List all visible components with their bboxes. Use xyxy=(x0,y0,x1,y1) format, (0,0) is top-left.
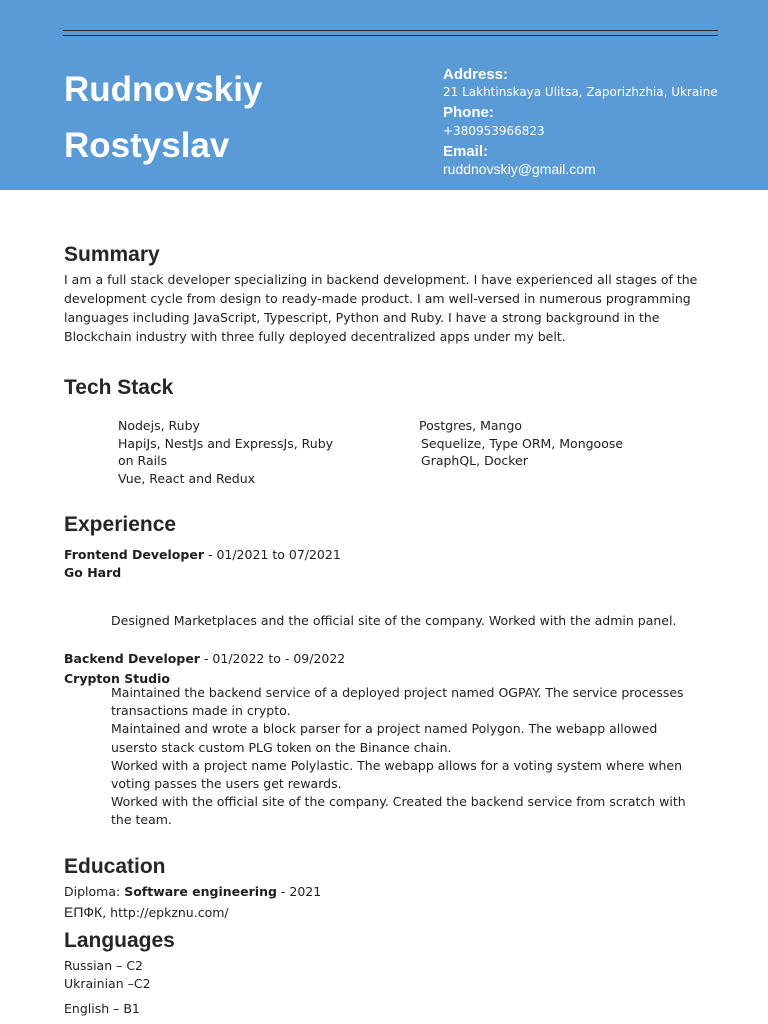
phone-label: Phone: xyxy=(443,104,494,121)
summary-line: I am a full stack developer specializing in backend development. I have experienced all stages of the xyxy=(64,272,698,287)
summary-line: development cycle from design to ready-made product. I am well-versed in numerous programming xyxy=(64,291,691,306)
tech-stack-right-column xyxy=(419,417,623,470)
tech-item: Nodejs, Ruby xyxy=(118,418,200,433)
language-item: Russian – C2 xyxy=(64,958,144,973)
job-1-title: Frontend Developer xyxy=(64,547,204,562)
email-value: ruddnovskiy@gmail.com xyxy=(443,161,596,177)
languages-list xyxy=(64,957,151,993)
graduation-year: - 2021 xyxy=(276,884,322,899)
job-2-title: Backend Developer xyxy=(64,651,200,666)
summary-line: languages including JavaScript, Typescript, Python and Ruby. I have a strong background in the xyxy=(64,310,660,325)
job-2-dates: - 01/2022 to - 09/2022 xyxy=(199,651,346,666)
education-school: ЕПФК, http://epkznu.com/ xyxy=(64,904,229,920)
tech-item: Vue, React and Redux xyxy=(118,470,256,486)
school-url[interactable]: http://epkznu.com/ xyxy=(110,905,229,920)
job-2-line: Maintained the backend service of a deployed project named OGPAY. The service processes xyxy=(111,685,684,700)
address-label: Address: xyxy=(443,66,509,83)
first-name: Rudnovskiy xyxy=(64,70,263,109)
language-item: Ukrainian –C2 xyxy=(64,976,151,991)
job-2-line: Worked with a project name Polylastic. The webapp allows for a voting system where when xyxy=(111,757,683,773)
job-2-line: transactions made in crypto. xyxy=(111,703,291,719)
job-2-title-line xyxy=(64,649,345,668)
education-diploma xyxy=(64,882,321,901)
header-rule-bottom xyxy=(63,35,718,36)
job-1-dates: - 01/2021 to 07/2021 xyxy=(203,547,341,562)
summary-text xyxy=(64,270,697,346)
languages-heading: Languages xyxy=(64,929,175,952)
education-heading: Education xyxy=(64,855,166,878)
school-name: ЕПФК xyxy=(64,904,103,920)
job-2-line: usersto stack custom PLG token on the Binance chain. xyxy=(111,739,452,755)
job-1-title-line xyxy=(64,545,341,564)
job-1-company: Go Hard xyxy=(64,565,122,580)
tech-stack-left-column xyxy=(118,417,333,487)
tech-item: Postgres, Mango xyxy=(419,418,523,433)
job-2-line: Maintained and wrote a block parser for a project named Polygon. The webapp allowed xyxy=(111,721,658,737)
phone-value: +380953966823 xyxy=(443,124,545,138)
email-label: Email: xyxy=(443,143,489,160)
header-rule-top xyxy=(63,30,718,31)
language-item: English – B1 xyxy=(64,1001,140,1016)
experience-heading: Experience xyxy=(64,513,177,536)
tech-item: HapiJs, NestJs and ExpressJs, Ruby xyxy=(118,435,334,451)
job-2-line: the team. xyxy=(111,812,172,828)
job-1-description xyxy=(111,611,676,630)
job-2-description xyxy=(111,684,686,830)
summary-heading: Summary xyxy=(64,243,160,266)
address-value: 21 Lakhtinskaya Ulitsa, Zaporizhzhia, Ukraine xyxy=(443,85,718,99)
last-name: Rostyslav xyxy=(64,126,230,165)
job-2-company: Crypton Studio xyxy=(64,671,170,686)
job-2-line: voting passes the users get rewards. xyxy=(111,776,342,792)
job-2-line: Worked with the official site of the company. Created the backend service from scratch with xyxy=(111,794,686,810)
job-1-line: Designed Marketplaces and the official site of the company. Worked with the admin panel. xyxy=(111,613,677,628)
summary-line: Blockchain industry with three fully deployed decentralized apps under my belt. xyxy=(64,329,566,344)
tech-item: GraphQL, Docker xyxy=(421,453,528,468)
tech-item: Sequelize, Type ORM, Mongoose xyxy=(421,435,624,451)
diploma-label: Diploma: xyxy=(64,884,125,899)
resume-header xyxy=(0,0,768,190)
tech-item: on Rails xyxy=(118,453,168,468)
degree: Software engineering xyxy=(124,884,277,899)
tech-stack-heading: Tech Stack xyxy=(64,376,174,399)
